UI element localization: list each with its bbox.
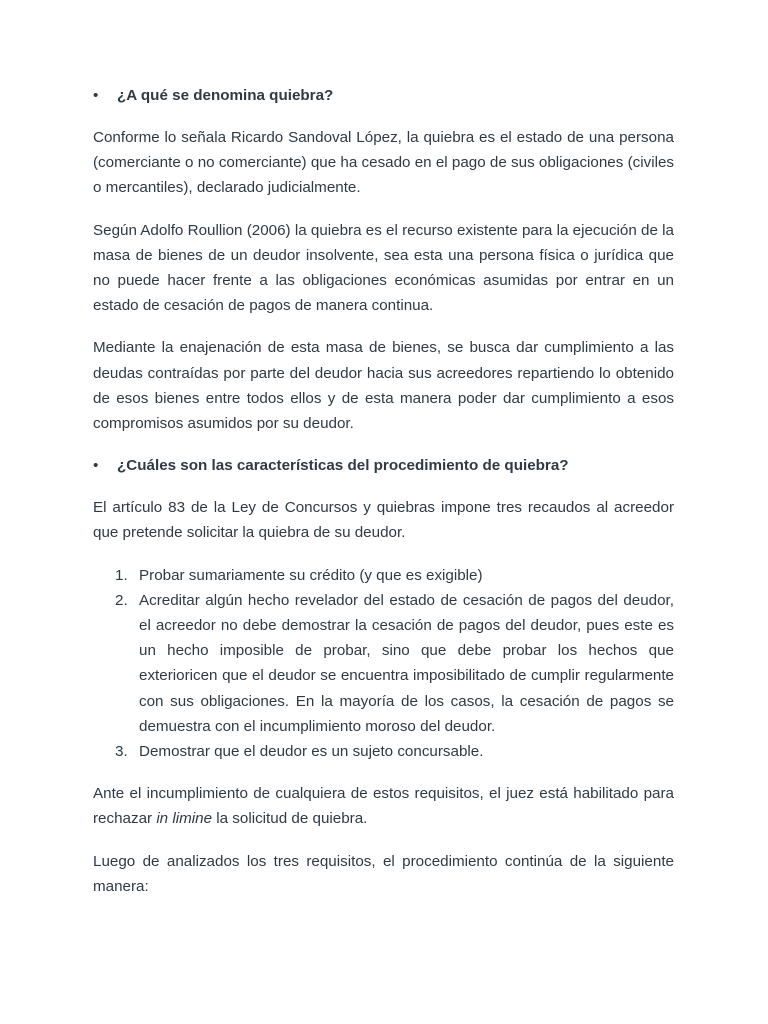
bullet-icon: •: [93, 457, 99, 475]
paragraph: El artículo 83 de la Ley de Concursos y quiebras impone tres recaudos al acreedor que pretende solicitar la quiebra de su deudor.: [93, 499, 674, 542]
italic-term: in limine: [156, 810, 213, 828]
list-number: 3.: [115, 743, 128, 761]
section-heading-caracteristicas: [93, 454, 674, 478]
list-item: [93, 739, 674, 764]
heading-text: ¿A qué se denomina quiebra?: [117, 87, 334, 104]
list-number: 1.: [115, 566, 128, 584]
document-page: [93, 84, 674, 899]
paragraph: Mediante la enajenación de esta masa de bienes, se busca dar cumplimiento a las deudas contraídas por parte del deudor hacia sus acreedores repartiendo lo obtenido de esos bienes entre todos ellos y de esta manera poder dar cumplimiento a esos compromisos asumidos por su deudor.: [93, 339, 674, 433]
section-heading-quiebra: [93, 84, 674, 108]
list-number: 2.: [115, 591, 128, 609]
paragraph: Luego de analizados los tres requisitos, el procedimiento continúa de la siguiente manera:: [93, 852, 674, 895]
list-item: [93, 563, 674, 588]
text-run: la solicitud de quiebra.: [212, 810, 368, 828]
text-run: Ante el incumplimiento de cualquiera de estos requisitos, el juez está habilitado para rechazar: [93, 785, 674, 828]
list-item-text: Acreditar algún hecho revelador del estado de cesación de pagos del deudor, el acreedor no debe demostrar la cesación de pagos del deudor, pues este es un hecho imposible de probar, sino que debe probar los hechos que exterioricen que el deudor se encuentra imposibilitado de cumplir regularmente con sus obligaciones. En la mayoría de los casos, la cesación de pagos se demuestra con el incumplimiento moroso del deudor.: [139, 591, 674, 735]
heading-text: ¿Cuáles son las características del procedimiento de quiebra?: [117, 457, 569, 475]
list-item-text: Demostrar que el deudor es un sujeto concursable.: [139, 743, 484, 761]
paragraph: [93, 781, 674, 831]
list-item-text: Probar sumariamente su crédito (y que es exigible): [139, 566, 483, 584]
paragraph: Según Adolfo Roullion (2006) la quiebra es el recurso existente para la ejecución de la masa de bienes de un deudor insolvente, sea esta una persona física o jurídica que no puede hacer frente a las obligaciones económicas asumidas por entrar en un estado de cesación de pagos de manera continua.: [93, 221, 674, 315]
paragraph: Conforme lo señala Ricardo Sandoval López, la quiebra es el estado de una persona (comerciante o no comerciante) que ha cesado en el pago de sus obligaciones (civiles o mercantiles), declarado judicialmente.: [93, 129, 674, 197]
requirements-list: [93, 563, 674, 765]
bullet-icon: •: [93, 87, 99, 104]
list-item: [93, 588, 674, 739]
